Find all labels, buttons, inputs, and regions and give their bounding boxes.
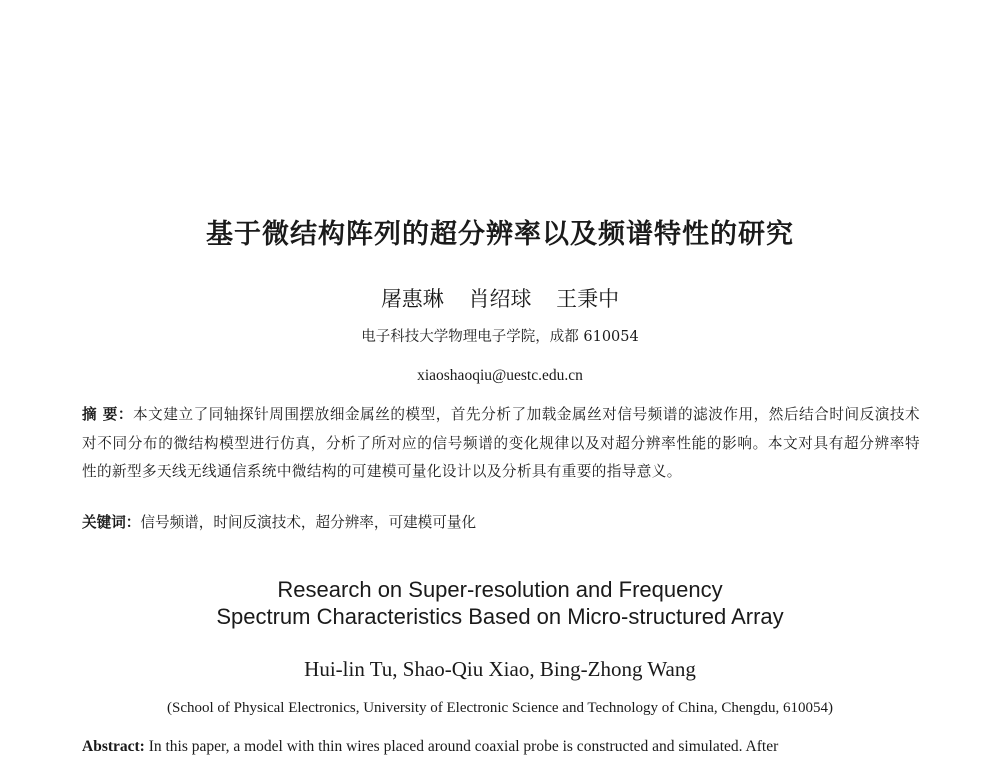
paper-title-english-line2: Spectrum Characteristics Based on Micro-structured Array [216,604,784,629]
authors-chinese: 屠惠琳 肖绍球 王秉中 [380,287,620,311]
paper-title-english [0,576,1000,630]
author-email: xiaoshaoqiu@uestc.edu.cn [417,367,583,384]
affiliation-chinese: 电子科技大学物理电子学院，成都 610054 [361,329,639,345]
keywords-chinese-text: 信号频谱，时间反演技术，超分辨率，可建模可量化 [140,514,477,531]
keywords-chinese [82,511,476,532]
paper-title-chinese: 基于微结构阵列的超分辨率以及频谱特性的研究 [206,219,794,250]
paper-title-english-line1: Research on Super-resolution and Frequency [277,577,723,602]
abstract-english [82,738,920,756]
keywords-chinese-label: 关键词： [82,514,141,531]
abstract-chinese-label: 摘 要： [82,406,134,423]
abstract-chinese [82,401,920,487]
affiliation-english: (School of Physical Electronics, University of Electronic Science and Technology of China, Chengdu, 610054) [166,700,834,716]
abstract-chinese-text: 本文建立了同轴探针周围摆放细金属丝的模型，首先分析了加载金属丝对信号频谱的滤波作用，然后结合时间反演技术对不同分布的微结构模型进行仿真，分析了所对应的信号频谱的变化规律以及对超分辨率性能的影响。本文对具有超分辨率特性的新型多天线无线通信系统中微结构的可建模可量化设计以及分析具有重要的指导意义。 [82,406,920,480]
abstract-english-text: In this paper, a model with thin wires placed around coaxial probe is constructed and simulated. After [148,738,779,755]
authors-english: Hui-lin Tu, Shao-Qiu Xiao, Bing-Zhong Wang [304,657,696,681]
abstract-english-label: Abstract: [82,738,145,755]
